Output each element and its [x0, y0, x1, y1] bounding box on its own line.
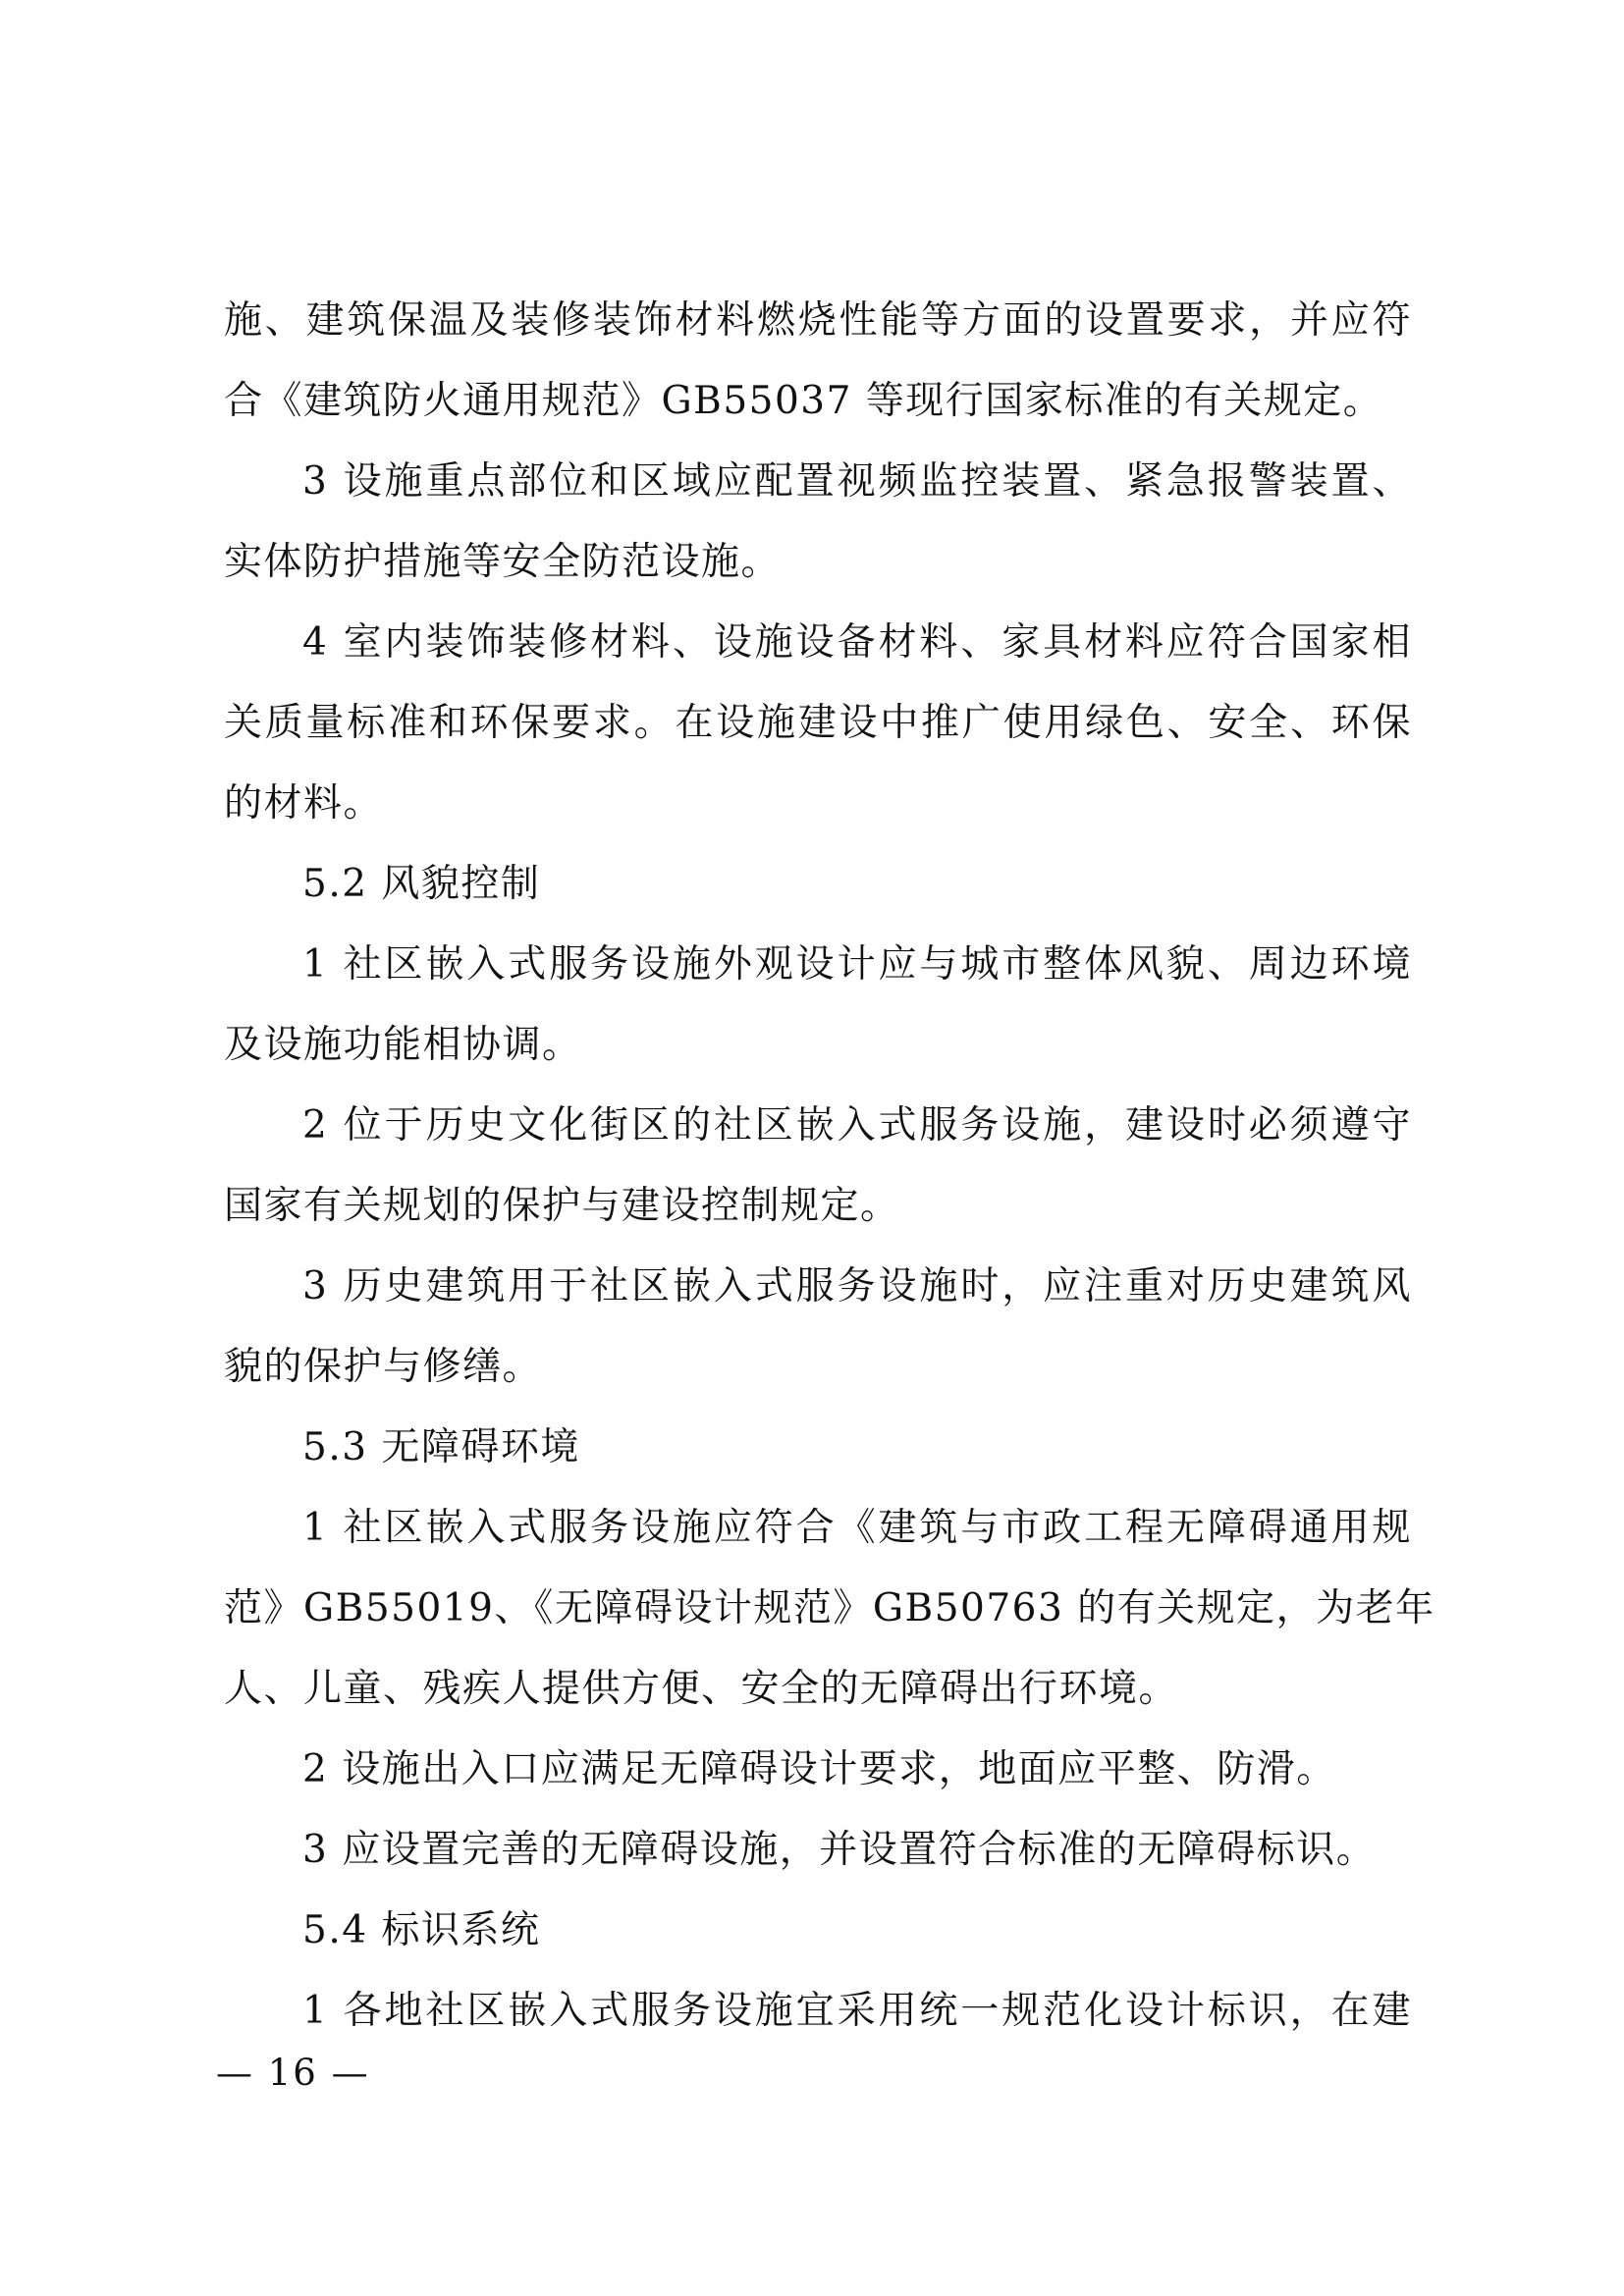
section-heading: 5.4 标识系统 [302, 1908, 541, 1952]
body-text-line: 实体防护措施等安全防范设施。 [224, 540, 782, 584]
list-item-text: 2 位于历史文化街区的社区嵌入式服务设施，建设时必须遵守 [302, 1103, 1412, 1148]
body-text-line: 貌的保护与修缮。 [224, 1345, 543, 1389]
body-text-line: 及设施功能相协调。 [224, 1023, 582, 1067]
body-text-line: 人、儿童、残疾人提供方便、安全的无障碍出行环境。 [224, 1667, 1179, 1711]
list-item-text: 1 社区嵌入式服务设施外观设计应与城市整体风貌、周边环境 [302, 942, 1412, 987]
list-item-text: 4 室内装饰装修材料、设施设备材料、家具材料应符合国家相 [302, 620, 1412, 665]
section-heading: 5.2 风貌控制 [302, 862, 541, 906]
body-text-line: 的材料。 [224, 781, 384, 826]
body-text-line: 国家有关规划的保护与建设控制规定。 [224, 1184, 900, 1228]
body-text-line: 施、建筑保温及装修装饰材料燃烧性能等方面的设置要求，并应符 [224, 298, 1412, 343]
list-item-text: 3 历史建筑用于社区嵌入式服务设施时，应注重对历史建筑风 [302, 1264, 1412, 1308]
list-item-text: 3 设施重点部位和区域应配置视频监控装置、紧急报警装置、 [302, 459, 1412, 504]
body-text-line: 关质量标准和环保要求。在设施建设中推广使用绿色、安全、环保 [224, 701, 1412, 745]
page-number: — 16 — [216, 2052, 370, 2094]
list-item-text: 1 各地社区嵌入式服务设施宜采用统一规范化设计标识，在建 [302, 1989, 1412, 2033]
list-item-text: 2 设施出入口应满足无障碍设计要求，地面应平整、防滑。 [302, 1747, 1336, 1791]
list-item-text: 3 应设置完善的无障碍设施，并设置符合标准的无障碍标识。 [302, 1828, 1377, 1872]
list-item-text: 1 社区嵌入式服务设施应符合《建筑与市政工程无障碍通用规 [302, 1506, 1412, 1550]
body-text-line: 范》GB55019、《无障碍设计规范》GB50763 的有关规定，为老年 [224, 1586, 1435, 1630]
body-text-line: 合《建筑防火通用规范》GB55037 等现行国家标准的有关规定。 [224, 379, 1383, 423]
section-heading: 5.3 无障碍环境 [302, 1425, 580, 1469]
